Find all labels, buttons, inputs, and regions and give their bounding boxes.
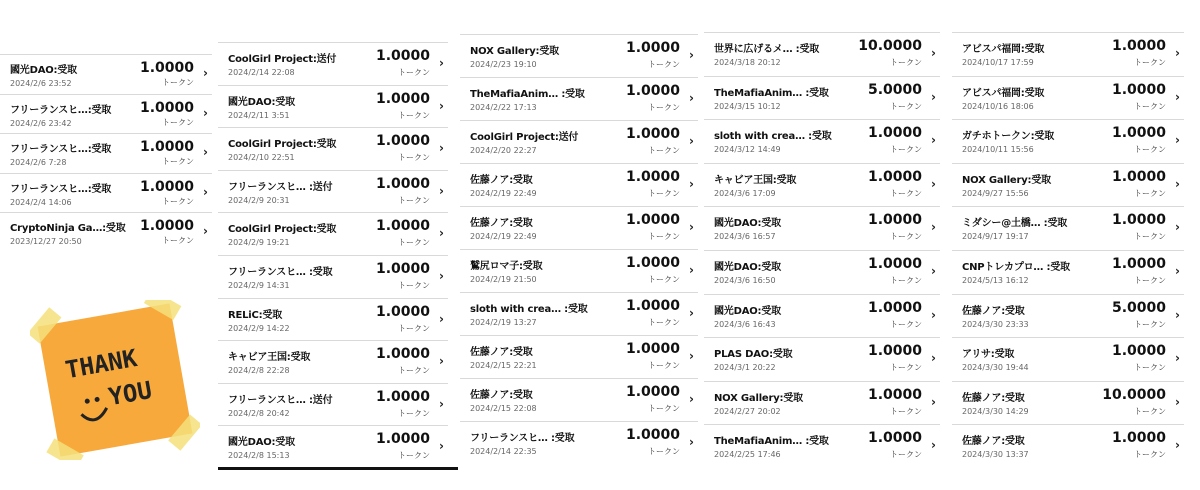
chevron-right-icon: › — [439, 98, 444, 113]
transaction-date: 2024/2/6 7:28 — [10, 158, 67, 168]
transaction-unit: トークン — [1134, 450, 1166, 460]
chevron-right-icon: › — [931, 394, 936, 409]
transaction-unit: トークン — [890, 232, 922, 242]
transaction-title: TheMafiaAnim… :受取 — [714, 436, 829, 448]
transaction-amount: 1.0000 — [625, 169, 680, 185]
chevron-right-icon: › — [931, 133, 936, 148]
transaction-row[interactable] — [0, 94, 212, 134]
transaction-title: フリーランスヒ… :送付 — [228, 394, 333, 406]
transaction-title: 佐藤ノア:受取 — [470, 390, 533, 401]
transaction-date: 2024/3/30 13:37 — [962, 450, 1029, 460]
transaction-row[interactable] — [952, 32, 1184, 76]
chevron-right-icon: › — [203, 66, 208, 80]
transaction-unit: トークン — [648, 146, 680, 155]
transaction-date: 2024/2/9 19:21 — [228, 238, 290, 248]
transaction-date: 2024/2/19 13:27 — [470, 318, 537, 327]
transaction-unit: トークン — [1134, 188, 1166, 198]
transaction-unit: トークン — [162, 78, 194, 87]
transaction-title: フリーランスヒ…:受取 — [10, 144, 112, 156]
transaction-unit: トークン — [1134, 406, 1166, 416]
chevron-right-icon: › — [1175, 307, 1180, 322]
transaction-title: sloth with crea… :受取 — [714, 131, 832, 143]
transaction-unit: トークン — [890, 101, 922, 111]
transaction-unit: トークン — [162, 236, 194, 246]
transaction-amount: 1.0000 — [1111, 81, 1166, 98]
transaction-row[interactable] — [460, 335, 698, 378]
transaction-amount: 1.0000 — [375, 303, 430, 320]
transaction-date: 2024/2/14 22:08 — [228, 68, 295, 77]
chevron-right-icon: › — [689, 349, 694, 363]
you-text: YOU — [106, 376, 155, 412]
transaction-title: CoolGirl Project:受取 — [228, 224, 337, 236]
transaction-row[interactable] — [460, 34, 698, 77]
transaction-row[interactable] — [704, 32, 940, 76]
chevron-right-icon: › — [931, 263, 936, 278]
chevron-right-icon: › — [439, 354, 444, 369]
transaction-amount: 1.0000 — [625, 212, 680, 228]
transaction-title: キャビア王国:受取 — [714, 174, 797, 186]
transaction-title: 國光DAO:受取 — [714, 261, 781, 273]
transaction-date: 2024/2/8 20:42 — [228, 408, 290, 418]
transaction-row[interactable] — [952, 424, 1184, 468]
transaction-unit: トークン — [398, 110, 430, 120]
transaction-date: 2024/2/6 23:52 — [10, 79, 72, 88]
transaction-unit: トークン — [890, 450, 922, 460]
transaction-title: 佐藤ノア:受取 — [962, 305, 1025, 317]
transaction-title: キャビア王国:受取 — [228, 352, 311, 364]
transaction-date: 2024/3/30 19:44 — [962, 363, 1029, 373]
transaction-title: 佐藤ノア:受取 — [962, 436, 1025, 448]
transaction-amount: 10.0000 — [858, 38, 922, 54]
chevron-right-icon: › — [689, 134, 694, 148]
transaction-title: フリーランスヒ…:受取 — [10, 183, 112, 195]
chevron-right-icon: › — [931, 89, 936, 104]
transaction-date: 2024/2/19 22:49 — [470, 232, 537, 241]
transaction-unit: トークン — [648, 60, 680, 69]
chevron-right-icon: › — [203, 224, 208, 239]
transaction-row[interactable] — [704, 250, 940, 294]
transaction-unit: トークン — [890, 406, 922, 416]
transaction-unit: トークン — [398, 323, 430, 333]
transaction-amount: 1.0000 — [625, 40, 680, 56]
chevron-right-icon: › — [1175, 351, 1180, 366]
chevron-right-icon: › — [1175, 176, 1180, 191]
transaction-amount: 1.0000 — [375, 48, 430, 64]
transaction-date: 2024/2/9 14:31 — [228, 280, 290, 290]
transaction-row[interactable] — [218, 170, 448, 213]
transaction-row[interactable] — [704, 337, 940, 381]
transaction-amount: 1.0000 — [867, 299, 922, 316]
transaction-row[interactable] — [704, 206, 940, 250]
transaction-row[interactable] — [952, 250, 1184, 294]
transaction-unit: トークン — [1134, 232, 1166, 242]
transaction-amount: 1.0000 — [625, 255, 680, 271]
transaction-unit: トークン — [648, 404, 680, 413]
transaction-date: 2024/2/19 21:50 — [470, 275, 537, 284]
transaction-title: sloth with crea… :受取 — [470, 304, 588, 315]
transaction-amount: 1.0000 — [375, 133, 430, 150]
transaction-amount: 1.0000 — [375, 90, 430, 107]
transaction-title: NOX Gallery:受取 — [714, 392, 803, 404]
transaction-row[interactable] — [0, 133, 212, 173]
transaction-date: 2024/9/17 19:17 — [962, 232, 1029, 242]
chevron-right-icon: › — [439, 311, 444, 326]
transaction-unit: トークン — [1134, 101, 1166, 111]
transaction-title: CNPトレカプロ… :受取 — [962, 261, 1070, 273]
transaction-unit: トークン — [398, 408, 430, 418]
transaction-row[interactable] — [952, 294, 1184, 338]
transaction-title: TheMafiaAnim… :受取 — [470, 89, 585, 100]
transaction-amount: 1.0000 — [375, 346, 430, 363]
transaction-date: 2024/10/11 15:56 — [962, 145, 1034, 155]
transaction-title: フリーランスヒ… :送付 — [228, 181, 333, 193]
transaction-row[interactable] — [218, 340, 448, 383]
transaction-unit: トークン — [398, 195, 430, 205]
transaction-row[interactable] — [460, 292, 698, 335]
transaction-title: 國光DAO:受取 — [714, 218, 781, 230]
chevron-right-icon: › — [1175, 438, 1180, 453]
chevron-right-icon: › — [931, 220, 936, 235]
transaction-row[interactable] — [460, 77, 698, 120]
transaction-date: 2024/2/8 22:28 — [228, 366, 290, 376]
transaction-title: 佐藤ノア:受取 — [470, 347, 533, 358]
transaction-date: 2024/2/9 20:31 — [228, 195, 290, 205]
transaction-amount: 1.0000 — [375, 175, 430, 192]
transaction-date: 2024/2/19 22:49 — [470, 189, 537, 198]
transaction-unit: トークン — [398, 366, 430, 376]
transaction-unit: トークン — [890, 275, 922, 285]
transaction-date: 2024/5/13 16:12 — [962, 275, 1029, 285]
transaction-list-4 — [704, 32, 940, 468]
transaction-row[interactable] — [952, 206, 1184, 250]
transaction-date: 2024/2/23 19:10 — [470, 60, 537, 69]
chevron-right-icon: › — [203, 105, 208, 120]
transaction-date: 2024/3/15 10:12 — [714, 101, 781, 111]
chevron-right-icon: › — [931, 307, 936, 322]
transaction-row[interactable] — [218, 85, 448, 128]
transaction-amount: 5.0000 — [867, 81, 922, 98]
transaction-unit: トークン — [890, 188, 922, 198]
transaction-unit: トークン — [398, 280, 430, 290]
transaction-date: 2024/2/9 14:22 — [228, 323, 290, 333]
transaction-title: アビスパ福岡:受取 — [962, 44, 1045, 55]
transaction-date: 2024/10/16 18:06 — [962, 101, 1034, 111]
chevron-right-icon: › — [439, 226, 444, 241]
transaction-amount: 1.0000 — [867, 343, 922, 360]
chevron-right-icon: › — [1175, 46, 1180, 60]
chevron-right-icon: › — [203, 145, 208, 160]
chevron-right-icon: › — [689, 392, 694, 406]
transaction-unit: トークン — [648, 447, 680, 456]
transaction-unit: トークン — [162, 157, 194, 167]
transaction-amount: 5.0000 — [1111, 299, 1166, 316]
chevron-right-icon: › — [689, 220, 694, 234]
chevron-right-icon: › — [931, 176, 936, 191]
transaction-list-2 — [218, 42, 448, 468]
transaction-date: 2024/2/27 20:02 — [714, 406, 781, 416]
transaction-row[interactable] — [218, 255, 448, 298]
transaction-list-3 — [460, 34, 698, 464]
transaction-amount: 1.0000 — [867, 125, 922, 142]
transaction-unit: トークン — [890, 363, 922, 373]
transaction-unit: トークン — [398, 68, 430, 77]
transaction-title: NOX Gallery:受取 — [962, 174, 1051, 186]
chevron-right-icon: › — [1175, 263, 1180, 278]
transaction-date: 2024/3/6 16:50 — [714, 275, 776, 285]
transaction-row[interactable] — [952, 337, 1184, 381]
transaction-title: フリーランスヒ… :受取 — [470, 433, 575, 444]
transaction-unit: トークン — [1134, 58, 1166, 67]
chevron-right-icon: › — [203, 184, 208, 199]
transaction-amount: 1.0000 — [139, 139, 194, 156]
transaction-row[interactable] — [952, 381, 1184, 425]
chevron-right-icon: › — [689, 91, 694, 105]
transaction-title: CoolGirl Project:送付 — [470, 132, 579, 143]
transaction-amount: 1.0000 — [625, 126, 680, 142]
transaction-unit: トークン — [1134, 145, 1166, 155]
chevron-right-icon: › — [439, 183, 444, 198]
transaction-row[interactable] — [460, 206, 698, 249]
transaction-amount: 1.0000 — [139, 99, 194, 116]
transaction-date: 2024/2/25 17:46 — [714, 450, 781, 460]
transaction-date: 2024/2/14 22:35 — [470, 447, 537, 456]
thank-text: THANK — [63, 344, 140, 385]
transaction-unit: トークン — [648, 103, 680, 112]
transaction-unit: トークン — [648, 189, 680, 198]
chevron-right-icon: › — [689, 177, 694, 191]
screen-edge-bar — [218, 467, 458, 470]
transaction-row[interactable] — [460, 378, 698, 421]
transaction-amount: 1.0000 — [1111, 343, 1166, 360]
transaction-date: 2024/2/6 23:42 — [10, 118, 72, 128]
sticky-note-paper — [38, 303, 193, 456]
transaction-date: 2024/3/12 14:49 — [714, 145, 781, 155]
chevron-right-icon: › — [689, 306, 694, 320]
transaction-amount: 1.0000 — [1111, 125, 1166, 142]
chevron-right-icon: › — [931, 438, 936, 453]
transaction-amount: 1.0000 — [625, 83, 680, 99]
transaction-row[interactable] — [218, 42, 448, 85]
transaction-row[interactable] — [218, 425, 448, 468]
transaction-amount: 1.0000 — [1111, 212, 1166, 229]
transaction-amount: 1.0000 — [139, 178, 194, 195]
transaction-title: 國光DAO:受取 — [228, 437, 295, 449]
transaction-title: 佐藤ノア:受取 — [470, 175, 533, 186]
chevron-right-icon: › — [439, 56, 444, 70]
transaction-row[interactable] — [460, 421, 698, 464]
chevron-right-icon: › — [689, 263, 694, 277]
transaction-row[interactable] — [218, 212, 448, 255]
transaction-amount: 1.0000 — [1111, 168, 1166, 185]
transaction-unit: トークン — [1134, 275, 1166, 285]
transaction-date: 2024/2/15 22:21 — [470, 361, 537, 370]
chevron-right-icon: › — [439, 141, 444, 156]
chevron-right-icon: › — [1175, 394, 1180, 409]
transaction-row[interactable] — [704, 294, 940, 338]
transaction-amount: 1.0000 — [139, 60, 194, 76]
transaction-title: CoolGirl Project:受取 — [228, 139, 337, 151]
transaction-row[interactable] — [952, 119, 1184, 163]
thank-you-sticky-note — [30, 300, 200, 460]
chevron-right-icon: › — [689, 48, 694, 62]
transaction-title: 世界に広げるメ… :受取 — [714, 44, 820, 55]
transaction-title: 國光DAO:受取 — [714, 305, 781, 317]
transaction-amount: 1.0000 — [867, 386, 922, 403]
transaction-amount: 1.0000 — [1111, 38, 1166, 54]
transaction-unit: トークン — [648, 318, 680, 327]
transaction-row[interactable] — [952, 76, 1184, 120]
transaction-list-5 — [952, 32, 1184, 468]
transaction-row[interactable] — [704, 76, 940, 120]
transaction-date: 2024/2/4 14:06 — [10, 197, 72, 207]
transaction-amount: 1.0000 — [625, 427, 680, 443]
chevron-right-icon: › — [1175, 89, 1180, 104]
transaction-amount: 1.0000 — [625, 384, 680, 400]
transaction-title: ミダシー@土橋… :受取 — [962, 218, 1068, 230]
transaction-unit: トークン — [398, 238, 430, 248]
transaction-title: アリサ:受取 — [962, 349, 1015, 361]
chevron-right-icon: › — [689, 435, 694, 449]
chevron-right-icon: › — [1175, 220, 1180, 235]
transaction-unit: トークン — [890, 319, 922, 329]
transaction-date: 2024/3/30 14:29 — [962, 406, 1029, 416]
chevron-right-icon: › — [439, 396, 444, 411]
transaction-date: 2024/9/27 15:56 — [962, 188, 1029, 198]
transaction-row[interactable] — [704, 119, 940, 163]
transaction-title: 佐藤ノア:受取 — [962, 392, 1025, 404]
transaction-date: 2024/3/6 16:43 — [714, 319, 776, 329]
transaction-row[interactable] — [0, 173, 212, 213]
transaction-title: RELiC:受取 — [228, 309, 283, 321]
transaction-title: 佐藤ノア:受取 — [470, 218, 533, 229]
transaction-title: NOX Gallery:受取 — [470, 46, 559, 57]
transaction-unit: トークン — [398, 153, 430, 163]
transaction-unit: トークン — [648, 275, 680, 284]
chevron-right-icon: › — [1175, 133, 1180, 148]
transaction-unit: トークン — [162, 196, 194, 206]
transaction-title: 國光DAO:受取 — [228, 96, 295, 108]
transaction-amount: 1.0000 — [867, 255, 922, 272]
transaction-date: 2024/3/18 20:12 — [714, 58, 781, 67]
transaction-amount: 1.0000 — [375, 388, 430, 405]
transaction-title: アビスパ福岡:受取 — [962, 87, 1045, 99]
transaction-amount: 1.0000 — [867, 168, 922, 185]
transaction-date: 2024/3/6 17:09 — [714, 188, 776, 198]
transaction-title: フリーランスヒ… :受取 — [228, 266, 333, 278]
chevron-right-icon: › — [439, 439, 444, 454]
transaction-date: 2024/3/6 16:57 — [714, 232, 776, 242]
transaction-unit: トークン — [648, 232, 680, 241]
transaction-date: 2024/2/8 15:13 — [228, 451, 290, 461]
transaction-unit: トークン — [890, 58, 922, 67]
transaction-title: TheMafiaAnim… :受取 — [714, 87, 829, 99]
transaction-date: 2024/2/15 22:08 — [470, 404, 537, 413]
transaction-row[interactable] — [460, 163, 698, 206]
transaction-amount: 1.0000 — [375, 431, 430, 448]
chevron-right-icon: › — [931, 351, 936, 366]
transaction-amount: 1.0000 — [375, 218, 430, 235]
transaction-unit: トークン — [162, 117, 194, 127]
transaction-row[interactable] — [952, 163, 1184, 207]
transaction-unit: トークン — [1134, 363, 1166, 373]
transaction-list-1 — [0, 54, 212, 252]
transaction-amount: 1.0000 — [1111, 255, 1166, 272]
transaction-date: 2024/2/22 17:13 — [470, 103, 537, 112]
transaction-date: 2024/3/1 20:22 — [714, 363, 776, 373]
transaction-row[interactable] — [218, 127, 448, 170]
transaction-amount: 10.0000 — [1102, 386, 1166, 403]
transaction-date: 2023/12/27 20:50 — [10, 237, 82, 247]
transaction-date: 2024/10/17 17:59 — [962, 58, 1034, 67]
transaction-amount: 1.0000 — [867, 212, 922, 229]
transaction-row[interactable] — [218, 298, 448, 341]
transaction-title: フリーランスヒ…:受取 — [10, 104, 112, 116]
transaction-title: CoolGirl Project:送付 — [228, 54, 337, 65]
transaction-amount: 1.0000 — [625, 298, 680, 314]
transaction-row[interactable] — [460, 120, 698, 163]
transaction-row[interactable] — [704, 163, 940, 207]
transaction-row[interactable] — [0, 212, 212, 252]
transaction-unit: トークン — [1134, 319, 1166, 329]
transaction-title: CryptoNinja Ga…:受取 — [10, 223, 126, 235]
transaction-date: 2024/3/30 23:33 — [962, 319, 1029, 329]
transaction-unit: トークン — [398, 451, 430, 461]
transaction-row[interactable] — [460, 249, 698, 292]
transaction-amount: 1.0000 — [867, 430, 922, 447]
chevron-right-icon: › — [439, 268, 444, 283]
chevron-right-icon: › — [931, 46, 936, 60]
transaction-title: 國光DAO:受取 — [10, 65, 77, 76]
transaction-row[interactable] — [218, 383, 448, 426]
transaction-amount: 1.0000 — [139, 218, 194, 235]
transaction-date: 2024/2/10 22:51 — [228, 153, 295, 163]
transaction-unit: トークン — [890, 145, 922, 155]
transaction-amount: 1.0000 — [625, 341, 680, 357]
transaction-row[interactable] — [704, 381, 940, 425]
transaction-date: 2024/2/20 22:27 — [470, 146, 537, 155]
transaction-unit: トークン — [648, 361, 680, 370]
transaction-date: 2024/2/11 3:51 — [228, 110, 290, 120]
transaction-title: 鷲尻ロマ子:受取 — [470, 261, 543, 272]
transaction-amount: 1.0000 — [1111, 430, 1166, 447]
transaction-title: PLAS DAO:受取 — [714, 349, 793, 361]
transaction-row[interactable] — [0, 54, 212, 94]
transaction-row[interactable] — [704, 424, 940, 468]
transaction-amount: 1.0000 — [375, 260, 430, 277]
transaction-title: ガチホトークン:受取 — [962, 131, 1054, 143]
